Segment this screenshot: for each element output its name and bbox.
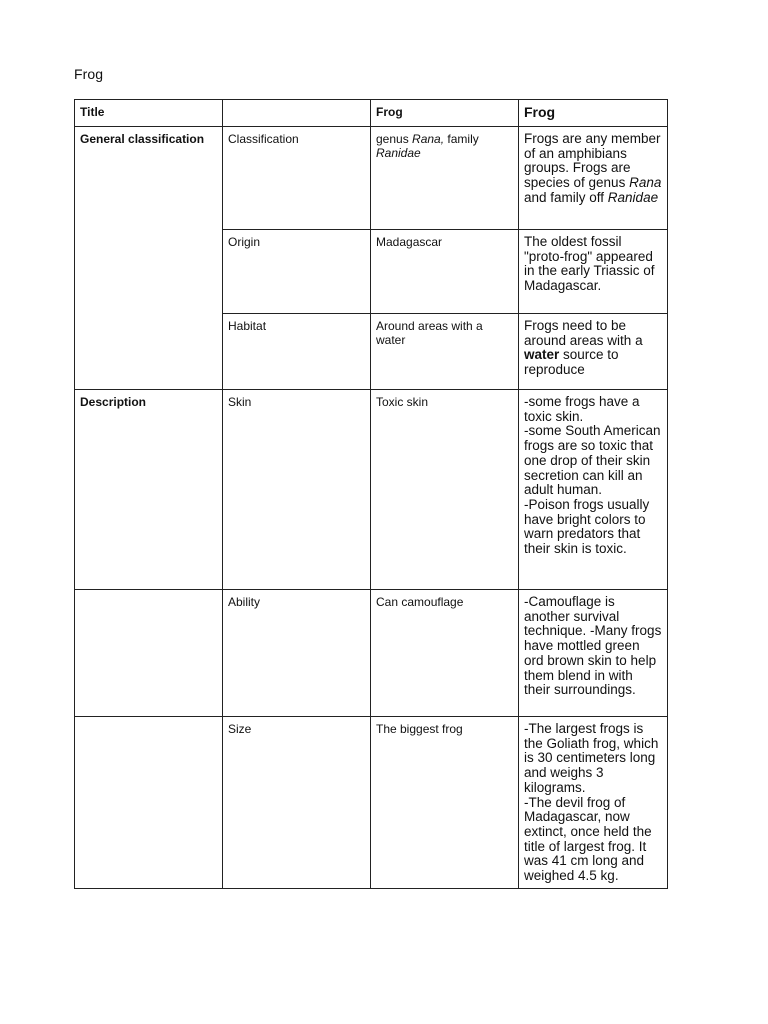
header-frog-detail: Frog bbox=[519, 100, 668, 127]
summary-cell: Madagascar bbox=[371, 230, 519, 314]
group-empty bbox=[75, 717, 223, 889]
table-row bbox=[75, 230, 668, 314]
detail-cell: -Camouflage is another survival technique. -Many frogs have mottled green ord brown skin to help them blend in with their surroundings. bbox=[519, 590, 668, 717]
table-row bbox=[75, 590, 668, 717]
header-blank bbox=[223, 100, 371, 127]
table-row bbox=[75, 390, 668, 590]
frog-table bbox=[74, 99, 668, 889]
attribute-cell: Size bbox=[223, 717, 371, 889]
header-row bbox=[75, 100, 668, 127]
table-row bbox=[75, 127, 668, 230]
group-empty bbox=[75, 590, 223, 717]
detail-cell: Frogs need to be around areas with a water source to reproduce bbox=[519, 314, 668, 390]
attribute-cell: Habitat bbox=[223, 314, 371, 390]
attribute-cell: Ability bbox=[223, 590, 371, 717]
detail-cell: -The largest frogs is the Goliath frog, which is 30 centimeters long and weighs 3 kilograms. -The devil frog of Madagascar, now extinct, once held the title of largest frog. It was 41 cm long and weighed 4.5 kg. bbox=[519, 717, 668, 889]
group-general-classification: General classification bbox=[75, 127, 223, 230]
group-description: Description bbox=[75, 390, 223, 590]
header-frog-summary: Frog bbox=[371, 100, 519, 127]
summary-cell: The biggest frog bbox=[371, 717, 519, 889]
table-row bbox=[75, 717, 668, 889]
detail-cell: -some frogs have a toxic skin. -some South American frogs are so toxic that one drop of their skin secretion can kill an adult human. -Poison frogs usually have bright colors to warn predators that their skin is toxic. bbox=[519, 390, 668, 590]
attribute-cell: Skin bbox=[223, 390, 371, 590]
attribute-cell: Origin bbox=[223, 230, 371, 314]
table-row bbox=[75, 314, 668, 390]
document-title: Frog bbox=[74, 66, 104, 82]
summary-cell: genus Rana, family Ranidae bbox=[371, 127, 519, 230]
detail-cell: The oldest fossil "proto-frog" appeared in the early Triassic of Madagascar. bbox=[519, 230, 668, 314]
header-title: Title bbox=[75, 100, 223, 127]
summary-cell: Can camouflage bbox=[371, 590, 519, 717]
summary-cell: Around areas with a water bbox=[371, 314, 519, 390]
attribute-cell: Classification bbox=[223, 127, 371, 230]
summary-cell: Toxic skin bbox=[371, 390, 519, 590]
detail-cell: Frogs are any member of an amphibians groups. Frogs are species of genus Rana and family off Ranidae bbox=[519, 127, 668, 230]
